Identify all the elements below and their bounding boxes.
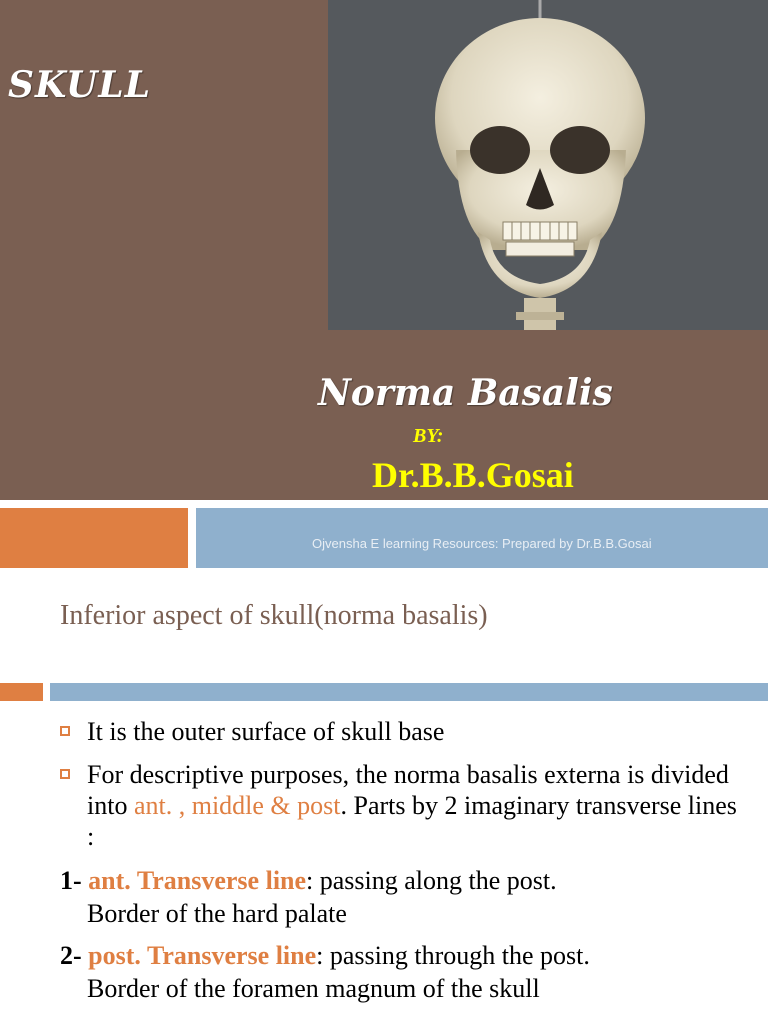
square-bullet-icon [60, 726, 70, 736]
numbered-item: 2- post. Transverse line: passing through the post. Border of the foramen magnum of the skull [60, 939, 750, 1005]
bullet-item [60, 716, 747, 747]
item-number: 2- [60, 941, 89, 970]
bullet-text: For descriptive purposes, the norma basalis externa is divided into ant. , middle & post. Parts by 2 imaginary transverse lines : [87, 760, 737, 851]
title-slide [0, 0, 768, 500]
accent-text: ant. Transverse line [88, 866, 307, 895]
title-bar-orange [0, 683, 43, 701]
footer-band-orange [0, 508, 188, 568]
item-continuation: Border of the foramen magnum of the skull [87, 974, 540, 1003]
content-slide-title: Inferior aspect of skull(norma basalis) [60, 600, 488, 631]
item-continuation: Border of the hard palate [87, 899, 347, 928]
by-label: BY: [413, 425, 444, 447]
item-number: 1- [60, 866, 89, 895]
bullet-text: It is the outer surface of skull base [87, 717, 445, 746]
square-bullet-icon [60, 769, 70, 779]
slide-subtitle: Norma Basalis [318, 372, 613, 414]
bullet-item [60, 759, 747, 852]
title-bar-blue [50, 683, 768, 701]
footer-credit: Ojvensha E learning Resources: Prepared by Dr.B.B.Gosai [312, 536, 652, 551]
accent-text: post. Transverse line [88, 941, 317, 970]
accent-text: ant. , middle & post [133, 791, 341, 820]
skull-photo [328, 0, 768, 330]
numbered-item: 1- ant. Transverse line: passing along the post. Border of the hard palate [60, 864, 750, 930]
author-name: Dr.B.B.Gosai [372, 455, 574, 495]
slide-title: SKULL [8, 64, 152, 106]
skull-image-icon [328, 0, 768, 330]
